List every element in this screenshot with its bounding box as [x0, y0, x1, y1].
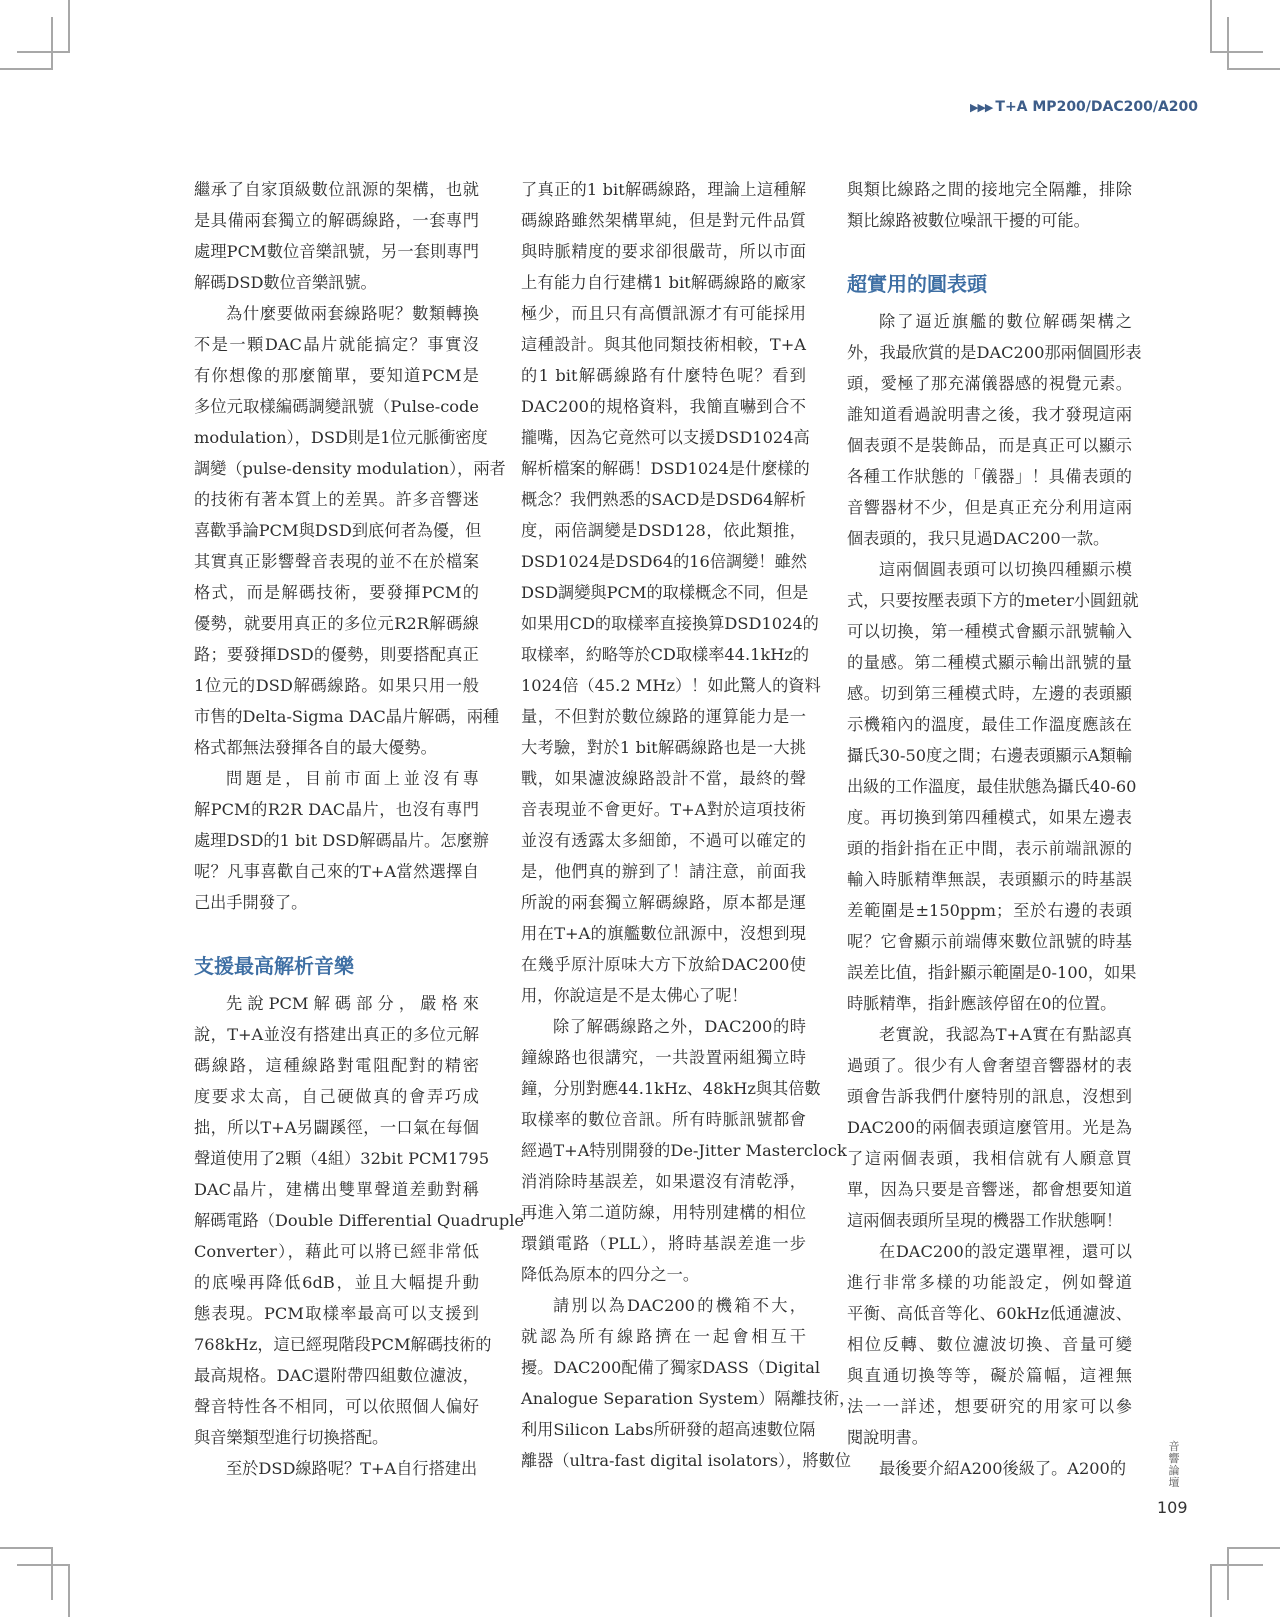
text-line: 是，他們真的辦到了！請注意，前面我: [521, 862, 806, 881]
text-line: 個表頭不是裝飾品，而是真正可以顯示: [847, 436, 1132, 455]
text-line: 輸入時脈精準無誤，表頭顯示的時基誤: [847, 870, 1132, 889]
text-line: 用在T+A的旗艦數位訊源中，沒想到現: [521, 924, 806, 943]
text-line: 優勢，就要用真正的多位元R2R解碼線: [194, 614, 479, 633]
text-line: 這兩個表頭所呈現的機器工作狀態啊！: [847, 1211, 1123, 1230]
text-line: 說，T+A並沒有搭建出真正的多位元解: [194, 1025, 479, 1044]
text-line: 平衡、高低音等化、60kHz低通濾波、: [847, 1304, 1132, 1323]
text-line: 調變（pulse-density modulation），兩者: [194, 459, 506, 478]
text-line: 度。再切換到第四種模式，如果左邊表: [847, 808, 1132, 827]
section-spacer: [194, 918, 479, 938]
crop-mark: [1227, 68, 1280, 70]
text-line: 過頭了。很少有人會奢望音響器材的表: [847, 1056, 1132, 1075]
paragraph: [847, 174, 1132, 236]
text-line: 攏嘴，因為它竟然可以支援DSD1024高: [521, 428, 810, 447]
text-line: 1024倍（45.2 MHz）！如此驚人的資料: [521, 676, 821, 695]
crop-mark: [0, 68, 53, 70]
text-line: 擾。DAC200配備了獨家DASS（Digital: [521, 1358, 821, 1377]
text-line: 誤差比值，指針顯示範圍是0-100，如果: [847, 963, 1137, 982]
text-line: 呢？它會顯示前端傳來數位訊號的時基: [847, 932, 1132, 951]
paragraph: [847, 306, 1142, 554]
text-line: 多位元取樣編碼調變訊號（Pulse-code: [194, 397, 479, 416]
paragraph: [847, 1019, 1132, 1236]
text-line: 頭的指針指在正中間，表示前端訊源的: [847, 839, 1132, 858]
text-line: 與直通切換等等，礙於篇幅，這裡無: [847, 1366, 1132, 1385]
crop-mark: [17, 1564, 70, 1566]
text-line: 在DAC200的設定選單裡，還可以: [879, 1242, 1132, 1261]
text-line: 鐘，分別對應44.1kHz、48kHz與其倍數: [521, 1079, 821, 1098]
text-line: 與時脈精度的要求卻很嚴苛，所以市面: [521, 242, 806, 261]
text-line: 用，你說這是不是太佛心了呢！: [521, 986, 748, 1005]
text-line: 鐘線路也很講究，一共設置兩組獨立時: [521, 1048, 806, 1067]
text-line: 的量感。第二種模式顯示輸出訊號的量: [847, 653, 1132, 672]
text-line: 與類比線路之間的接地完全隔離，排除: [847, 180, 1132, 199]
text-line: DAC200的規格資料，我簡直嚇到合不: [521, 397, 806, 416]
text-line: 問題是，目前市面上並沒有專: [226, 769, 479, 788]
paragraph: [194, 298, 506, 763]
crop-mark: [1227, 17, 1229, 70]
text-line: 路；要發揮DSD的優勢，則要搭配真正: [194, 645, 479, 664]
text-line: 進行非常多樣的功能設定，例如聲道: [847, 1273, 1132, 1292]
text-line: 聲音特性各不相同，可以依照個人偏好: [194, 1397, 479, 1416]
article-column-2: [521, 174, 856, 1476]
text-line: 各種工作狀態的「儀器」！具備表頭的: [847, 467, 1132, 486]
text-line: 了真正的1 bit解碼線路，理論上這種解: [521, 180, 806, 199]
text-line: 除了逼近旗艦的數位解碼架構之: [879, 312, 1132, 331]
paragraph: [521, 174, 821, 1011]
text-line: 頭會告訴我們什麼特別的訊息，沒想到: [847, 1087, 1132, 1106]
crop-mark: [0, 1547, 53, 1549]
crop-mark: [1210, 1564, 1263, 1566]
text-line: 取樣率的數位音訊。所有時脈訊號都會: [521, 1110, 806, 1129]
paragraph: [194, 763, 489, 918]
text-line: 拙，所以T+A另闢蹊徑，一口氣在每個: [194, 1118, 479, 1137]
text-line: 最高規格。DAC還附帶四組數位濾波，: [194, 1366, 479, 1385]
text-line: 類比線路被數位噪訊干擾的可能。: [847, 211, 1090, 230]
text-line: modulation），DSD則是1位元脈衝密度: [194, 428, 488, 447]
text-line: 與音樂類型進行切換搭配。: [194, 1428, 389, 1447]
text-line: 音表現並不會更好。T+A對於這項技術: [521, 800, 806, 819]
text-line: 經過T+A特別開發的De-Jitter Masterclock: [521, 1141, 847, 1160]
text-line: 度，兩倍調變是DSD128，依此類推，: [521, 521, 806, 540]
paragraph: [847, 554, 1139, 1019]
text-line: 單，因為只要是音響迷，都會想要知道: [847, 1180, 1132, 1199]
article-column-1: [194, 174, 524, 1484]
text-line: 閱說明書。: [847, 1428, 928, 1447]
text-line: 戰，如果濾波線路設計不當，最終的聲: [521, 769, 806, 788]
text-line: 降低為原本的四分之一。: [521, 1265, 700, 1284]
section-heading: 超實用的圓表頭: [847, 272, 987, 296]
section-spacer: [847, 236, 1132, 256]
crop-mark: [17, 51, 70, 53]
text-line: 誰知道看過說明書之後，我才發現這兩: [847, 405, 1132, 424]
text-line: 在幾乎原汁原味大方下放給DAC200使: [521, 955, 806, 974]
crop-mark: [1210, 1565, 1212, 1617]
text-line: 有你想像的那麼簡單，要知道PCM是: [194, 366, 479, 385]
text-line: 格式，而是解碼技術，要發揮PCM的: [194, 583, 479, 602]
paragraph: [194, 1453, 479, 1484]
text-line: 碼線路雖然架構單純，但是對元件品質: [521, 211, 806, 230]
text-line: 先說PCM解碼部分，嚴格來: [226, 994, 479, 1013]
text-line: 頭，愛極了那充滿儀器感的視覺元素。: [847, 374, 1132, 393]
text-line: 的1 bit解碼線路有什麼特色呢？看到: [521, 366, 806, 385]
text-line: 極少，而且只有高價訊源才有可能採用: [521, 304, 806, 323]
paragraph: [194, 988, 524, 1453]
text-line: DSD1024是DSD64的16倍調變！雖然: [521, 552, 807, 571]
text-line: 攝氏30-50度之間；右邊表頭顯示A類輸: [847, 746, 1132, 765]
text-line: 出級的工作溫度，最佳狀態為攝氏40-60: [847, 777, 1137, 796]
text-line: 除了解碼線路之外，DAC200的時: [553, 1017, 806, 1036]
text-line: 音響器材不少，但是真正充分利用這兩: [847, 498, 1132, 517]
page-number: 109: [1157, 1498, 1188, 1517]
magazine-name: 音 響 論 壇: [1168, 1440, 1180, 1489]
text-line: 解碼DSD數位音樂訊號。: [194, 273, 377, 292]
crop-mark: [51, 1547, 53, 1600]
crop-mark: [51, 17, 53, 70]
text-line: 768kHz，這已經現階段PCM解碼技術的: [194, 1335, 492, 1354]
text-line: 繼承了自家頂級數位訊源的架構，也就: [194, 180, 479, 199]
text-line: 解PCM的R2R DAC晶片，也沒有專門: [194, 800, 479, 819]
text-line: 聲道使用了2顆（4組）32bit PCM1795: [194, 1149, 490, 1168]
text-line: 再進入第二道防線，用特別建構的相位: [521, 1203, 806, 1222]
crop-mark: [1210, 0, 1212, 52]
text-line: 法一一詳述，想要研究的用家可以參: [847, 1397, 1132, 1416]
running-head-title: T+A MP200/DAC200/A200: [995, 99, 1199, 115]
text-line: 度要求太高，自己硬做真的會弄巧成: [194, 1087, 479, 1106]
text-line: 解碼電路（Double Differential Quadruple: [194, 1211, 524, 1230]
text-line: 概念？我們熟悉的SACD是DSD64解析: [521, 490, 806, 509]
text-line: 最後要介紹A200後級了。A200的: [879, 1459, 1127, 1478]
text-line: 示機箱內的溫度，最佳工作溫度應該在: [847, 715, 1132, 734]
text-line: 為什麼要做兩套線路呢？數類轉換: [226, 304, 479, 323]
text-line: 至於DSD線路呢？T+A自行搭建出: [226, 1459, 478, 1478]
text-line: 態表現。PCM取樣率最高可以支援到: [194, 1304, 479, 1323]
text-line: 外，我最欣賞的是DAC200那兩個圓形表: [847, 343, 1142, 362]
text-line: 如果用CD的取樣率直接換算DSD1024的: [521, 614, 819, 633]
crop-mark: [68, 0, 70, 52]
text-line: 取樣率，約略等於CD取樣率44.1kHz的: [521, 645, 810, 664]
text-line: 可以切換，第一種模式會顯示訊號輸入: [847, 622, 1132, 641]
text-line: 解析檔案的解碼！DSD1024是什麼樣的: [521, 459, 810, 478]
text-line: 處理PCM數位音樂訊號，另一套則專門: [194, 242, 479, 261]
text-line: 呢？凡事喜歡自己來的T+A當然選擇自: [194, 862, 479, 881]
crop-mark: [1210, 51, 1263, 53]
text-line: 請別以為DAC200的機箱不大，: [553, 1296, 806, 1315]
text-line: 並沒有透露太多細節，不過可以確定的: [521, 831, 806, 850]
text-line: 喜歡爭論PCM與DSD到底何者為優，但: [194, 521, 482, 540]
text-line: 消消除時基誤差，如果還沒有清乾淨，: [521, 1172, 806, 1191]
section-heading: 支援最高解析音樂: [194, 954, 354, 978]
text-line: 1位元的DSD解碼線路。如果只用一般: [194, 676, 479, 695]
text-line: DAC200的兩個表頭這麼管用。光是為: [847, 1118, 1132, 1137]
text-line: 環鎖電路（PLL），將時基誤差進一步: [521, 1234, 806, 1253]
text-line: 這兩個圓表頭可以切換四種顯示模: [879, 560, 1132, 579]
crop-mark: [68, 1565, 70, 1617]
paragraph: [847, 1236, 1132, 1453]
text-line: 碼線路，這種線路對電阻配對的精密: [194, 1056, 479, 1075]
text-line: 時脈精準，指針應該停留在0的位置。: [847, 994, 1117, 1013]
text-line: 了這兩個表頭，我相信就有人願意買: [847, 1149, 1132, 1168]
text-line: DSD調變與PCM的取樣概念不同，但是: [521, 583, 809, 602]
text-line: 利用Silicon Labs所研發的超高速數位隔: [521, 1420, 816, 1439]
crop-mark: [1227, 1547, 1229, 1600]
text-line: 相位反轉、數位濾波切換、音量可變: [847, 1335, 1132, 1354]
text-line: 量，不但對於數位線路的運算能力是一: [521, 707, 806, 726]
text-line: 其實真正影響聲音表現的並不在於檔案: [194, 552, 479, 571]
text-line: 不是一顆DAC晶片就能搞定？事實沒: [194, 335, 479, 354]
article-column-3: [847, 174, 1142, 1484]
text-line: 個表頭的，我只見過DAC200一款。: [847, 529, 1110, 548]
paragraph: [521, 1290, 856, 1476]
paragraph: [194, 174, 479, 298]
text-line: 老實說，我認為T+A實在有點認真: [879, 1025, 1132, 1044]
text-line: Converter），藉此可以將已經非常低: [194, 1242, 479, 1261]
crop-mark: [1227, 1547, 1280, 1549]
text-line: 差範圍是±150ppm；至於右邊的表頭: [847, 901, 1132, 920]
triple-arrow-icon: ▶▶▶: [970, 101, 993, 114]
text-line: 離器（ultra-fast digital isolators），將數位: [521, 1451, 851, 1470]
text-line: 是具備兩套獨立的解碼線路，一套專門: [194, 211, 479, 230]
text-line: 的底噪再降低6dB，並且大幅提升動: [194, 1273, 479, 1292]
text-line: 大考驗，對於1 bit解碼線路也是一大挑: [521, 738, 806, 757]
text-line: 己出手開發了。: [194, 893, 308, 912]
text-line: 這種設計。與其他同類技術相較，T+A: [521, 335, 806, 354]
text-line: 格式都無法發揮各自的最大優勢。: [194, 738, 437, 757]
text-line: 上有能力自行建構1 bit解碼線路的廠家: [521, 273, 806, 292]
paragraph: [847, 1453, 1132, 1484]
text-line: 就認為所有線路擠在一起會相互干: [521, 1327, 806, 1346]
text-line: 式，只要按壓表頭下方的meter小圓鈕就: [847, 591, 1139, 610]
text-line: DAC晶片，建構出雙單聲道差動對稱: [194, 1180, 479, 1199]
text-line: 市售的Delta-Sigma DAC晶片解碼，兩種: [194, 707, 500, 726]
text-line: Analogue Separation System）隔離技術，: [521, 1389, 856, 1408]
text-line: 所說的兩套獨立解碼線路，原本都是運: [521, 893, 806, 912]
paragraph: [521, 1011, 847, 1290]
text-line: 處理DSD的1 bit DSD解碼晶片。怎麼辦: [194, 831, 489, 850]
text-line: 的技術有著本質上的差異。許多音響迷: [194, 490, 479, 509]
text-line: 感。切到第三種模式時，左邊的表頭顯: [847, 684, 1132, 703]
running-head: [970, 99, 1198, 115]
